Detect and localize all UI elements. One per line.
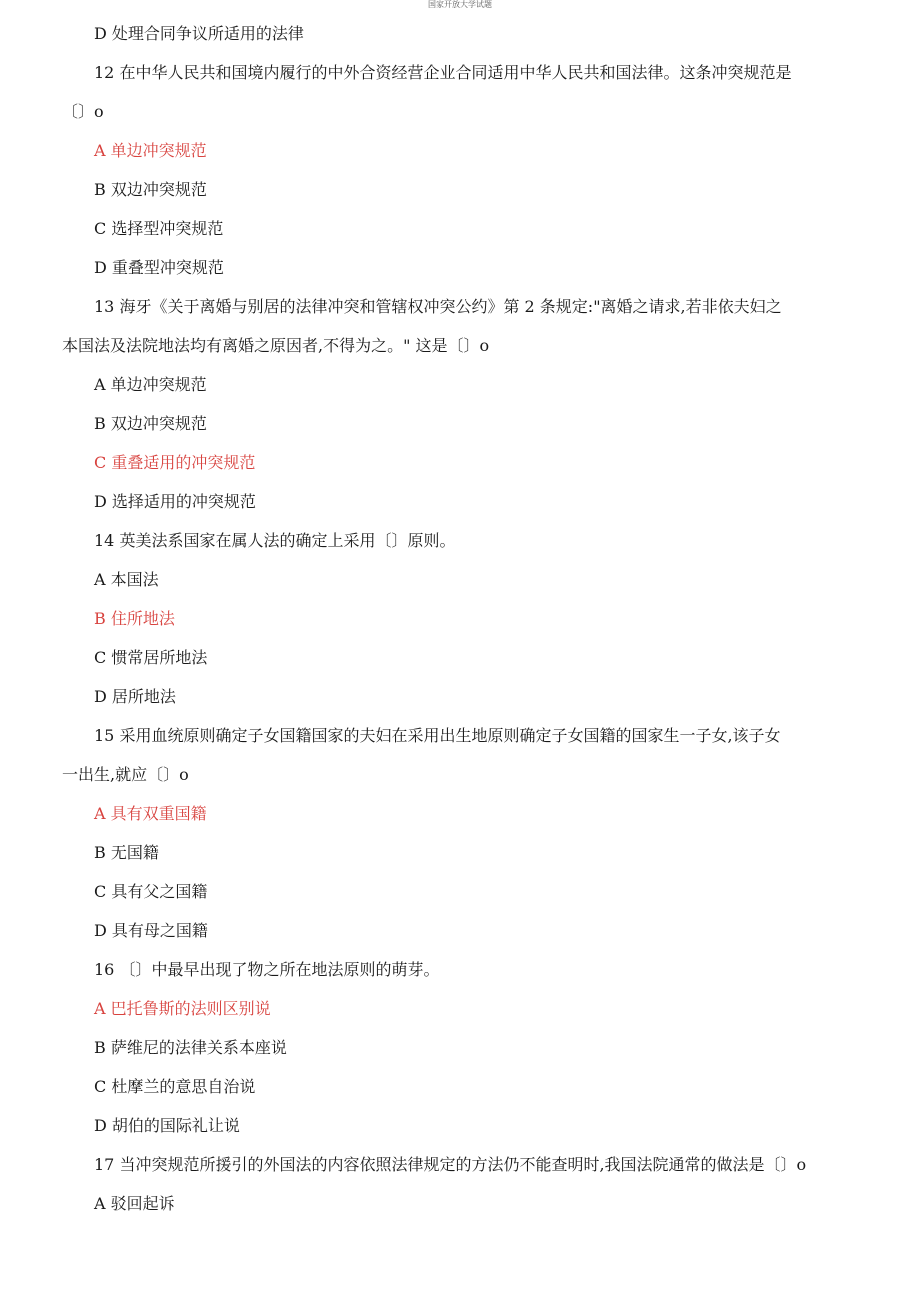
option: C 惯常居所地法 [94, 648, 208, 667]
question-15: 15 采用血统原则确定子女国籍国家的夫妇在采用出生地原则确定子女国籍的国家生一子女,该子女 [94, 726, 781, 745]
text-line: 本国法及法院地法均有离婚之原因者,不得为之。" 这是〔〕o [62, 336, 490, 355]
option: C 具有父之国籍 [94, 882, 208, 901]
option: D 重叠型冲突规范 [94, 258, 224, 277]
text-line: 〔〕o [62, 102, 104, 121]
question-14: 14 英美法系国家在属人法的确定上采用〔〕原则。 [94, 531, 456, 550]
option: B 双边冲突规范 [94, 180, 207, 199]
question-17: 17 当冲突规范所援引的外国法的内容依照法律规定的方法仍不能查明时,我国法院通常的做法是〔〕o [94, 1155, 807, 1174]
option: A 单边冲突规范 [94, 375, 207, 394]
option: D 居所地法 [94, 687, 176, 706]
answer-option: B 住所地法 [94, 609, 175, 628]
option: D 胡伯的国际礼让说 [94, 1116, 240, 1135]
option: D 具有母之国籍 [94, 921, 208, 940]
text-line: 一出生,就应〔〕o [62, 765, 189, 784]
option: A 驳回起诉 [94, 1194, 175, 1213]
option: A 本国法 [94, 570, 159, 589]
answer-option: A 具有双重国籍 [94, 804, 207, 823]
answer-option: A 单边冲突规范 [94, 141, 207, 160]
question-12: 12 在中华人民共和国境内履行的中外合资经营企业合同适用中华人民共和国法律。这条冲突规范是 [94, 63, 792, 82]
question-16: 16 〔〕中最早出现了物之所在地法原则的萌芽。 [94, 960, 440, 979]
question-13: 13 海牙《关于离婚与别居的法律冲突和管辖权冲突公约》第 2 条规定:"离婚之请求,若非依夫妇之 [94, 297, 782, 316]
option: B 无国籍 [94, 843, 159, 862]
page-header: 国家开放大学试题 [428, 0, 492, 9]
option: C 杜摩兰的意思自治说 [94, 1077, 256, 1096]
option: C 选择型冲突规范 [94, 219, 224, 238]
answer-option: C 重叠适用的冲突规范 [94, 453, 256, 472]
text-line: D 处理合同争议所适用的法律 [94, 24, 304, 43]
answer-option: A 巴托鲁斯的法则区别说 [94, 999, 271, 1018]
option: D 选择适用的冲突规范 [94, 492, 256, 511]
option: B 双边冲突规范 [94, 414, 207, 433]
option: B 萨维尼的法律关系本座说 [94, 1038, 287, 1057]
